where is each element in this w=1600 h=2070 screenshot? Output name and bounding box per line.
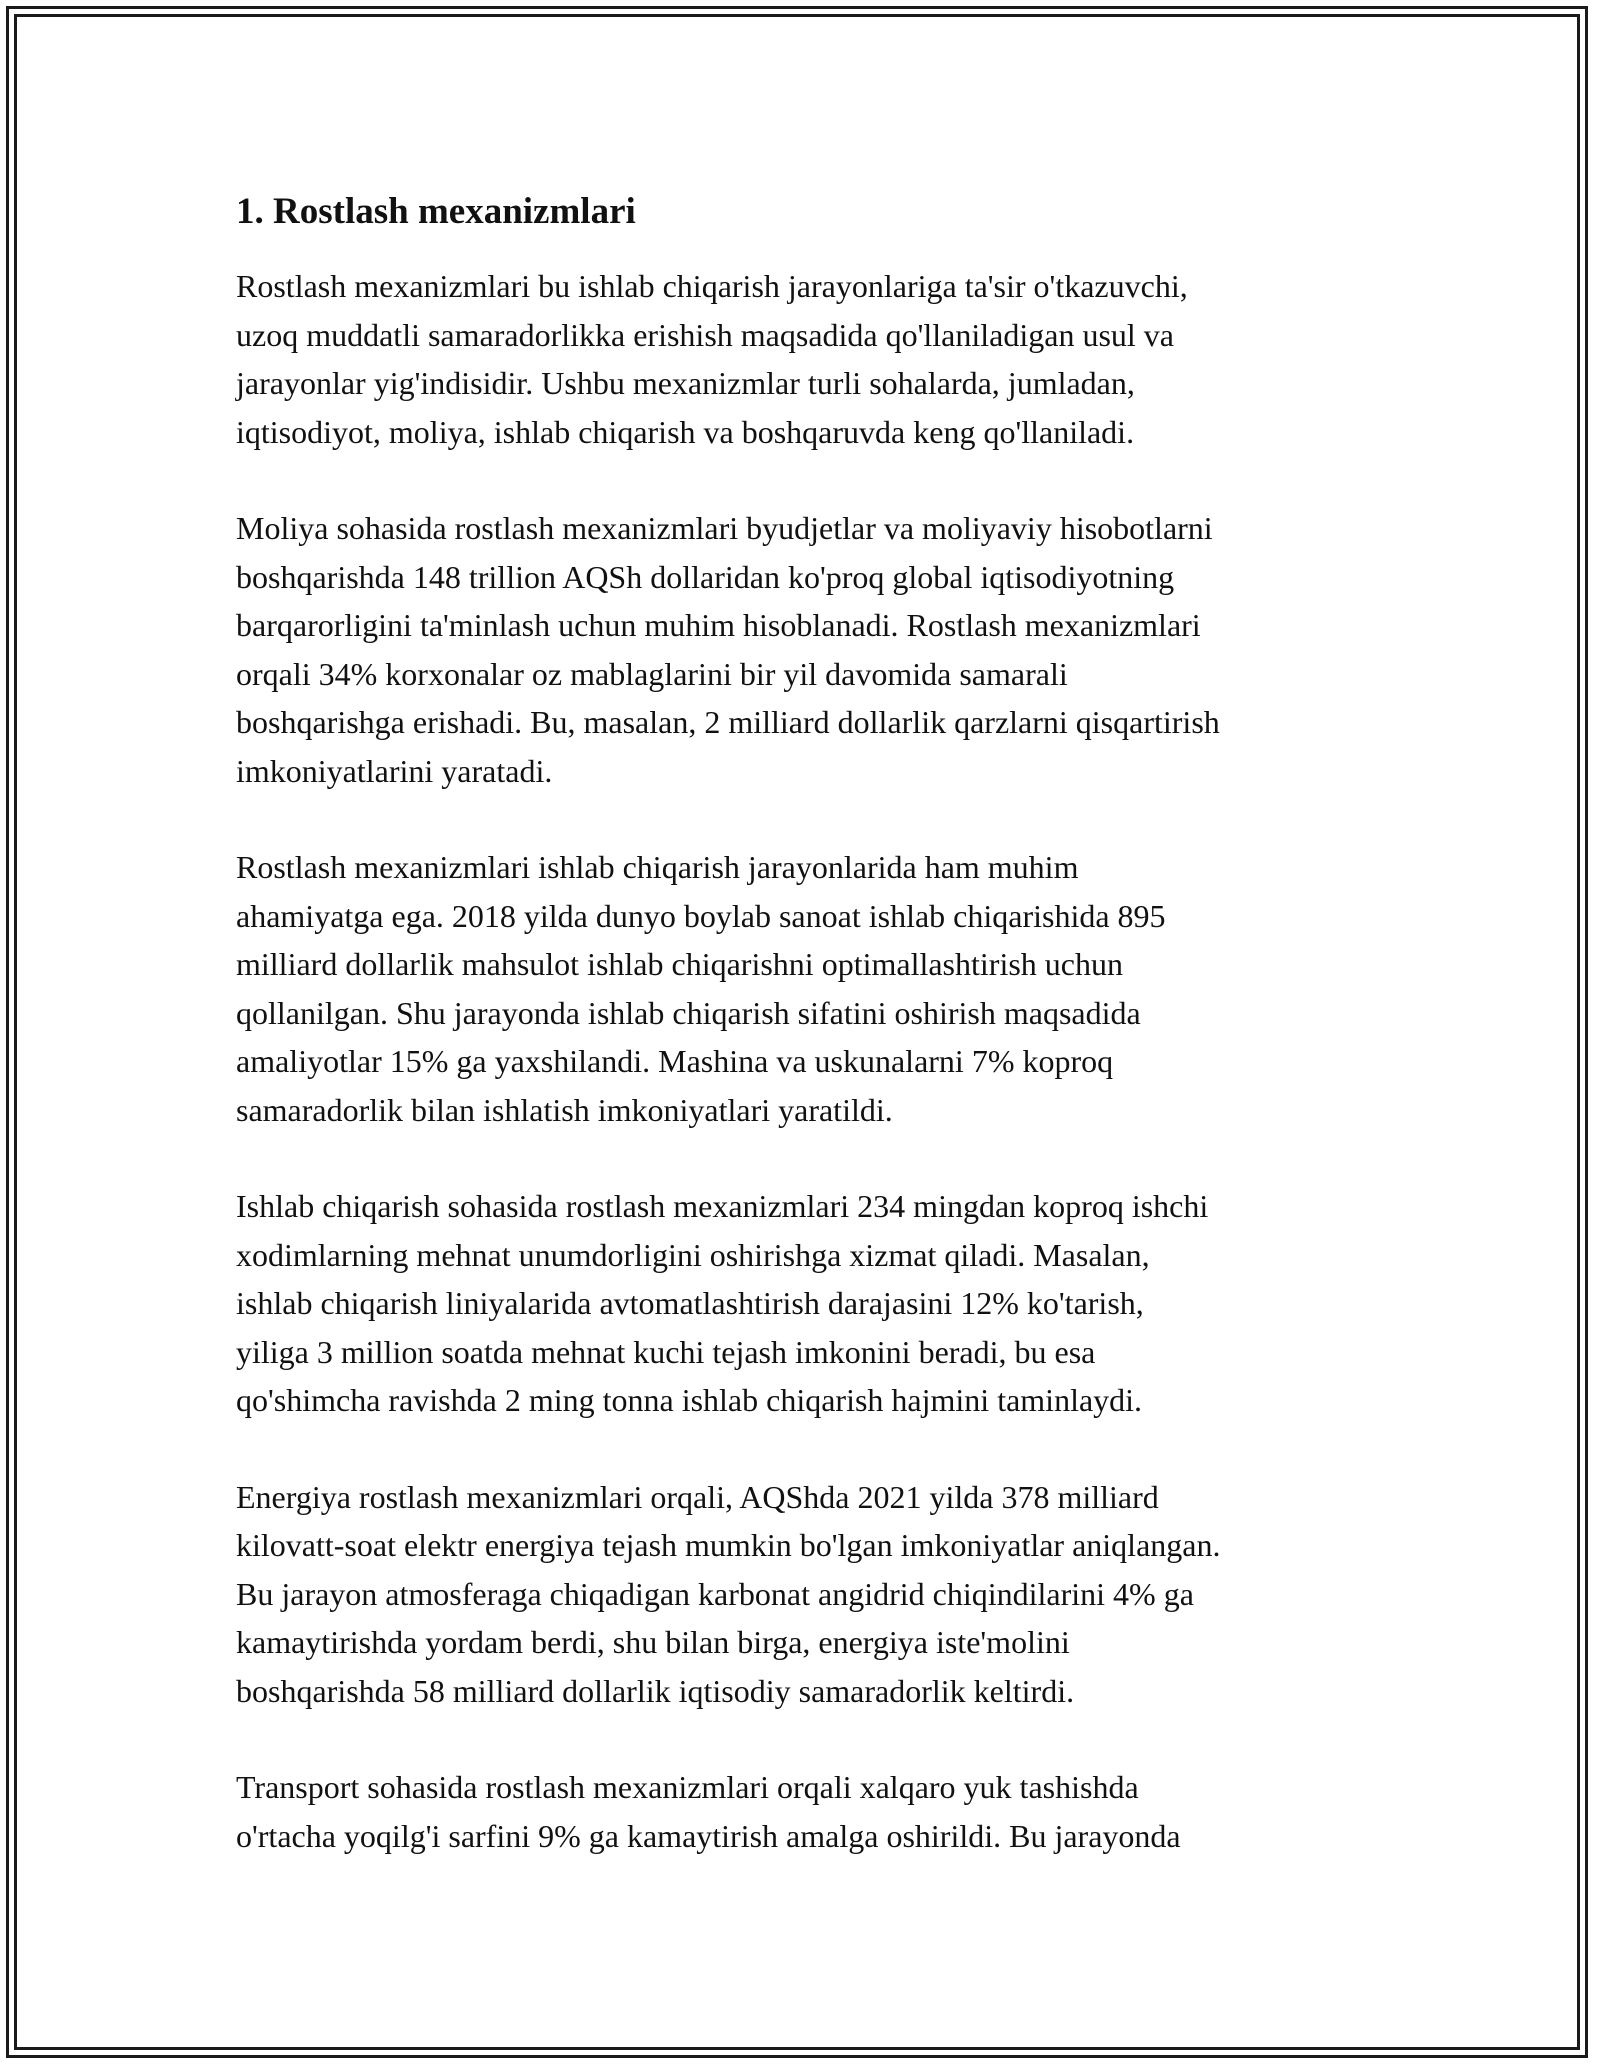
- paragraph-energy: Energiya rostlash mexanizmlari orqali, AQShda 2021 yilda 378 milliard kilovatt-soat elektr energiya tejash mumkin bo'lgan imkoniyatlar aniqlangan. Bu jarayon atmosferaga chiqadigan karbonat angidrid chiqindilarini 4% ga kamaytirishda yordam berdi, shu bilan birga, energiya iste'molini boshqarishda 58 milliard dollarlik iqtisodiy samaradorlik keltirdi.: [236, 1478, 1221, 1709]
- paragraph-production: Rostlash mexanizmlari ishlab chiqarish jarayonlarida ham muhim ahamiyatga ega. 2018 yilda dunyo boylab sanoat ishlab chiqarishida 895 milliard dollarlik mahsulot ishlab chiqarishni optimallashtirish uchun qollanilgan. Shu jarayonda ishlab chiqarish sifatini oshirish maqsadida amaliyotlar 15% ga yaxshilandi. Mashina va uskunalarni 7% koproq samaradorlik bilan ishlatish imkoniyatlari yaratildi.: [236, 849, 1166, 1128]
- section-heading: 1. Rostlash mexanizmlari: [236, 191, 636, 232]
- paragraph-labor: Ishlab chiqarish sohasida rostlash mexanizmlari 234 mingdan koproq ishchi xodimlarning mehnat unumdorligini oshirishga xizmat qiladi. Masalan, ishlab chiqarish liniyalarida avtomatlashtirish darajasini 12% ko'tarish, yiliga 3 million soatda mehnat kuchi tejash imkonini beradi, bu esa qo'shimcha ravishda 2 ming tonna ishlab chiqarish hajmini taminlaydi.: [236, 1188, 1209, 1418]
- paragraph-finance: Moliya sohasida rostlash mexanizmlari byudjetlar va moliyaviy hisobotlarni boshqarishda 148 trillion AQSh dollaridan ko'proq global iqtisodiyotning barqarorligini ta'minlash uchun muhim hisoblanadi. Rostlash mexanizmlari orqali 34% korxonalar oz mablaglarini bir yil davomida samarali boshqarishga erishadi. Bu, masalan, 2 milliard dollarlik qarzlarni qisqartirish imkoniyatlarini yaratadi.: [236, 510, 1220, 789]
- paragraph-intro: Rostlash mexanizmlari bu ishlab chiqarish jarayonlariga ta'sir o'tkazuvchi, uzoq muddatli samaradorlikka erishish maqsadida qo'llaniladigan usul va jarayonlar yig'indisidir. Ushbu mexanizmlar turli sohalarda, jumladan, iqtisodiyot, moliya, ishlab chiqarish va boshqaruvda keng qo'llaniladi.: [236, 268, 1188, 450]
- paragraph-transport: Transport sohasida rostlash mexanizmlari orqali xalqaro yuk tashishda o'rtacha yoqilg'i sarfini 9% ga kamaytirish amalga oshirildi. Bu jarayonda: [236, 1769, 1181, 1854]
- document-body: [236, 190, 1376, 1908]
